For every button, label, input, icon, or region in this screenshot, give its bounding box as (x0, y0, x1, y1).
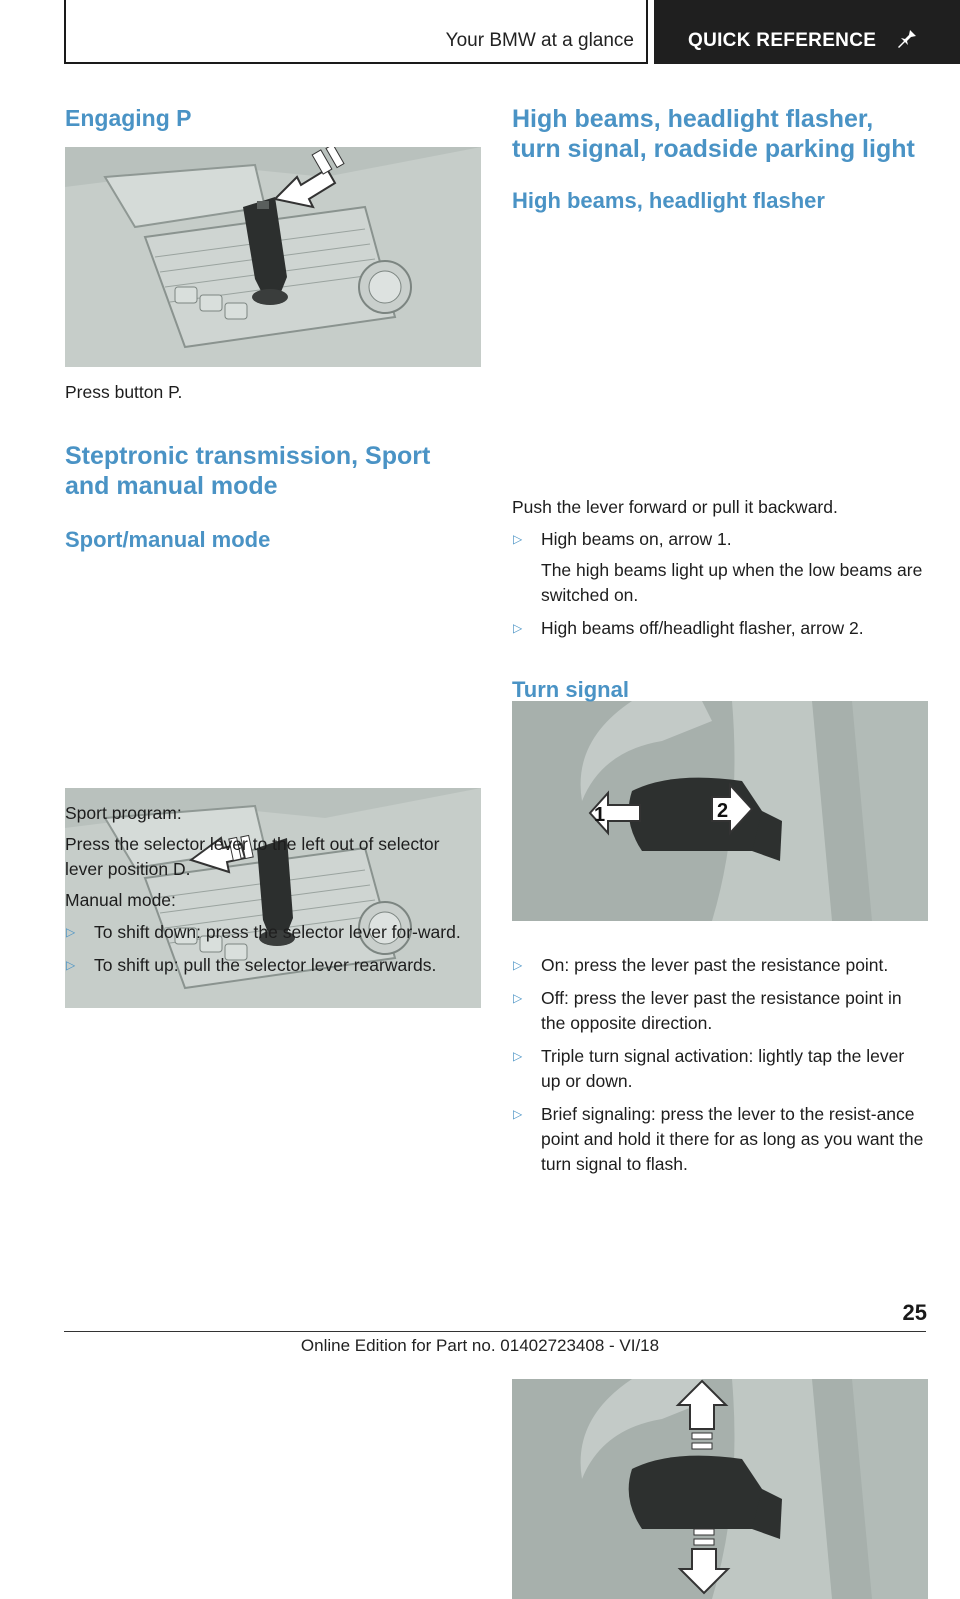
triangle-bullet-icon: ▷ (513, 1049, 523, 1063)
flasher-body (512, 495, 928, 641)
list-item-text: Off: press the lever past the resistance point in the opposite direction. (541, 988, 902, 1033)
steptronic-heading: Steptronic transmission, Sport and manual mode (65, 442, 431, 500)
list-item-text: To shift up: pull the selector lever rearwards. (94, 955, 437, 975)
list-item-text: On: press the lever past the resistance point. (541, 955, 889, 975)
section-title: Your BMW at a glance (445, 30, 634, 51)
steptronic-section (65, 441, 481, 554)
list-item-text: High beams off/headlight flasher, arrow 2. (541, 618, 864, 638)
list-item-text: Brief signaling: press the lever to the resist-ance point and hold it there for as long as you want the turn signal to flash. (541, 1104, 924, 1174)
triangle-bullet-icon: ▷ (513, 958, 523, 972)
turn-signal-section (512, 676, 928, 704)
list-item-text: To shift down: press the selector lever for-ward. (94, 922, 461, 942)
manual-mode-label: Manual mode: (65, 890, 176, 910)
manual-mode-list (65, 920, 481, 978)
list-item-text: Triple turn signal activation: lightly tap the lever up or down. (541, 1046, 905, 1091)
flasher-illustration (512, 701, 928, 921)
pin-icon (896, 28, 918, 50)
press-button-p-text: Press button P. (65, 382, 183, 402)
turn-signal-illustration (512, 1379, 928, 1599)
list-item (512, 616, 928, 641)
flasher-heading: High beams, headlight flasher (512, 188, 825, 213)
chapter-tab (654, 0, 960, 64)
flasher-image (512, 701, 928, 921)
list-item (512, 1044, 928, 1094)
gear-selector-illustration (65, 147, 481, 367)
running-header (64, 0, 648, 64)
turn-signal-heading: Turn signal (512, 677, 629, 702)
arrow-label-1: 1 (594, 804, 606, 826)
triangle-bullet-icon: ▷ (66, 925, 76, 939)
list-item-subtext: The high beams light up when the low beams are switched on. (541, 560, 923, 605)
sport-program-label: Sport program: (65, 803, 182, 823)
beams-heading: High beams, headlight flasher, turn signal, roadside parking light (512, 105, 915, 163)
list-item (65, 920, 481, 945)
page-number: 25 (902, 1300, 927, 1325)
footer-divider (64, 1331, 926, 1332)
list-item (512, 986, 928, 1036)
edition-note: Online Edition for Part no. 01402723408 - VI/18 (300, 1336, 660, 1355)
list-item (65, 953, 481, 978)
section-engaging-p (65, 104, 481, 132)
turn-signal-image (512, 1379, 928, 1599)
engaging-p-body (65, 380, 481, 405)
sport-manual-body (65, 801, 481, 978)
triangle-bullet-icon: ▷ (513, 621, 523, 635)
sport-manual-heading: Sport/manual mode (65, 527, 271, 552)
list-item (512, 953, 928, 978)
gear-selector-image (65, 147, 481, 367)
list-item (512, 1102, 928, 1177)
list-item (512, 527, 928, 608)
triangle-bullet-icon: ▷ (66, 958, 76, 972)
triangle-bullet-icon: ▷ (513, 532, 523, 546)
list-item-text: High beams on, arrow 1. (541, 529, 732, 549)
sport-program-desc: Press the selector lever to the left out of selector lever position D. (65, 834, 440, 879)
chapter-title: QUICK REFERENCE (688, 30, 877, 51)
arrow-label-2: 2 (717, 800, 729, 822)
beams-section (512, 104, 928, 215)
flasher-text: Push the lever forward or pull it backward. (512, 497, 838, 517)
triangle-bullet-icon: ▷ (513, 991, 523, 1005)
flasher-list (512, 527, 928, 641)
engaging-p-heading: Engaging P (65, 105, 192, 131)
triangle-bullet-icon: ▷ (513, 1107, 523, 1121)
turn-signal-body (512, 953, 928, 1177)
